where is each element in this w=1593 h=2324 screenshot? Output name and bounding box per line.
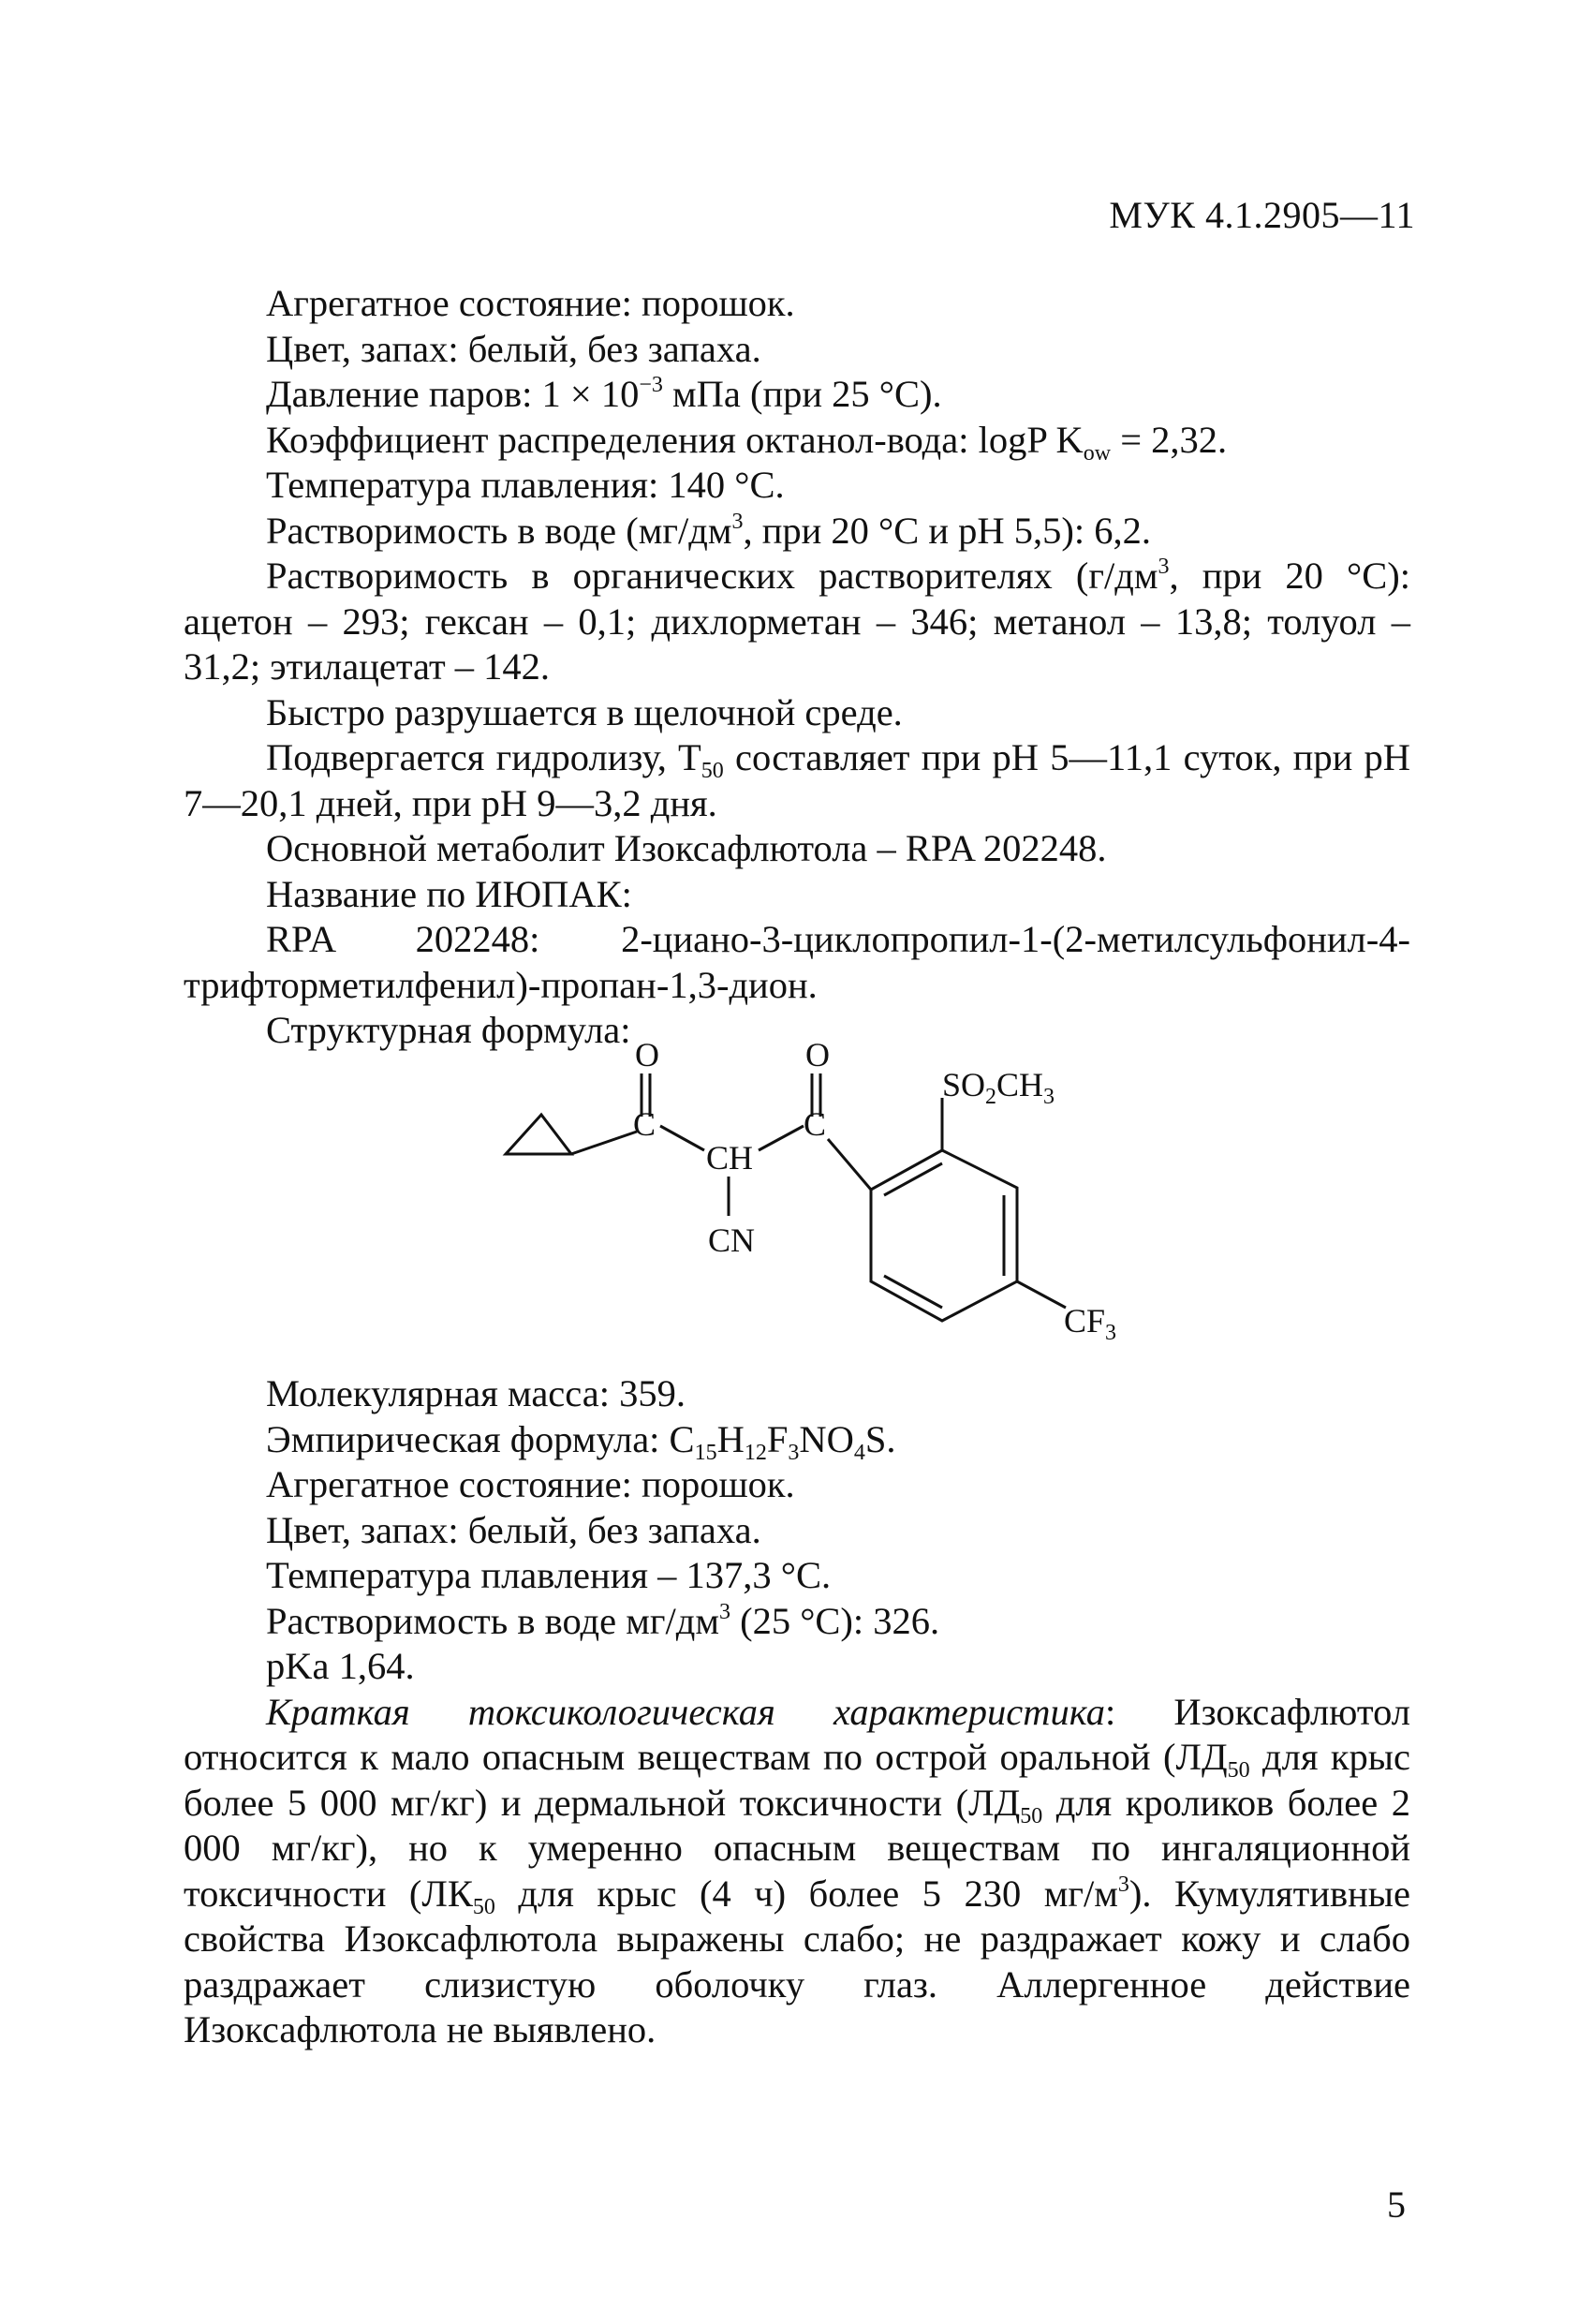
hydrolysis: Подвергается гидролизу, $T_{50}$ составляет при pH 5—11,1 суток, при pH 7—20,1 дней, при pH 9—3,2 дня. [184,736,1410,824]
alkaline-degradation: Быстро разрушается в щелочной среде. [266,690,903,733]
pka: pKa 1,64. [266,1645,415,1687]
properties-section [184,281,1410,1054]
document-code-header: МУК 4.1.2905—11 [1109,194,1415,236]
water-solubility: Растворимость в воде ($мг/дм^3$, при 20 °С и pH 5,5): 6,2. [266,509,1152,552]
left-oxygen: O [635,1036,659,1073]
bond-c-ch [660,1126,704,1150]
metabolite-color-odor: Цвет, запах: белый, без запаха. [266,1508,761,1551]
right-oxygen: O [805,1036,830,1073]
cyclopropane-ring [506,1115,571,1154]
aggregate-state: Агрегатное состояние: порошок. [266,282,795,324]
cn-group: CN [708,1221,756,1259]
metabolite-aggregate-state: Агрегатное состояние: порошок. [266,1463,795,1505]
trifluoromethyl-group: $CF_3$ [1064,1302,1117,1345]
structural-formula [487,1030,1199,1386]
main-metabolite: Основной метаболит Изоксафлютола – RPA 202248. [266,827,1107,869]
color-odor: Цвет, запах: белый, без запаха. [266,327,761,370]
page-number: 5 [1387,2183,1406,2226]
left-carbon: C [633,1105,656,1143]
iupac-name: RPA 202248: 2-циано-3-циклопропил-1-(2-метилсульфонил-4-трифторметилфенил)-пропан-1,3-дион. [184,918,1410,1006]
bond-ring-cf3 [1017,1281,1066,1308]
partition-coefficient: Коэффициент распределения октанол-вода: logP $K_{ow} = 2,32$. [266,418,1228,466]
ch-group: CH [706,1139,754,1177]
structural-formula-heading: Структурная формула: [266,1009,631,1051]
right-carbon: C [804,1105,827,1143]
iupac-heading: Название по ИЮПАК: [266,872,632,915]
vapor-pressure: Давление паров: $1 \times 10^{-3}$ мПа (при 25 °С). [266,373,942,415]
organic-solubility: Растворимость в органических растворителях ($г/дм^3$, при 20 °С): ацетон – 293; гексан – 0,1; дихлорметан – 346; метанол – 13,8; толуол – 31,2; этилацетат – 142. [184,555,1411,688]
methylsulfonyl-group: $SO_2CH_3$ [942,1066,1055,1109]
bond-ch-c [759,1126,804,1150]
empirical-formula: Эмпирическая формула: $C_{15}H_{12}F_3NO_4S$. [266,1417,896,1465]
bond-c-ring [828,1139,871,1190]
benzene-ring [871,1150,1017,1321]
melting-point: Температура плавления: 140 °С. [266,464,785,506]
metabolite-properties-section [184,1371,1410,2053]
metabolite-water-solubility: Растворимость в воде $мг/дм^3$ (25 °С): 326. [266,1599,940,1642]
molecular-mass: Молекулярная масса: 359. [266,1372,686,1414]
metabolite-melting-point: Температура плавления – 137,3 °С. [266,1554,832,1596]
toxicology-summary: Краткая токсикологическая характеристика: Изоксафлютол относится к мало опасным веществам по острой оральной ($ЛД_{50}$ для крыс более 5 000 мг/кг) и дермальной токсичности ($ЛД_{50}$ для кроликов более 2 000 мг/кг), но к умеренно опасным веществам по ингаляционной токсичности ($ЛК_{50}$ для крыс (4 ч) более 5 230 $мг/м^3$). Кумулятивные свойства Изоксафлютола выражены слабо; не раздражает кожу и слабо раздражает слизистую оболочку глаз. Аллергенное действие Изоксафлютола не выявлено. [184,1690,1410,2050]
bond-ring-c [571,1132,637,1154]
